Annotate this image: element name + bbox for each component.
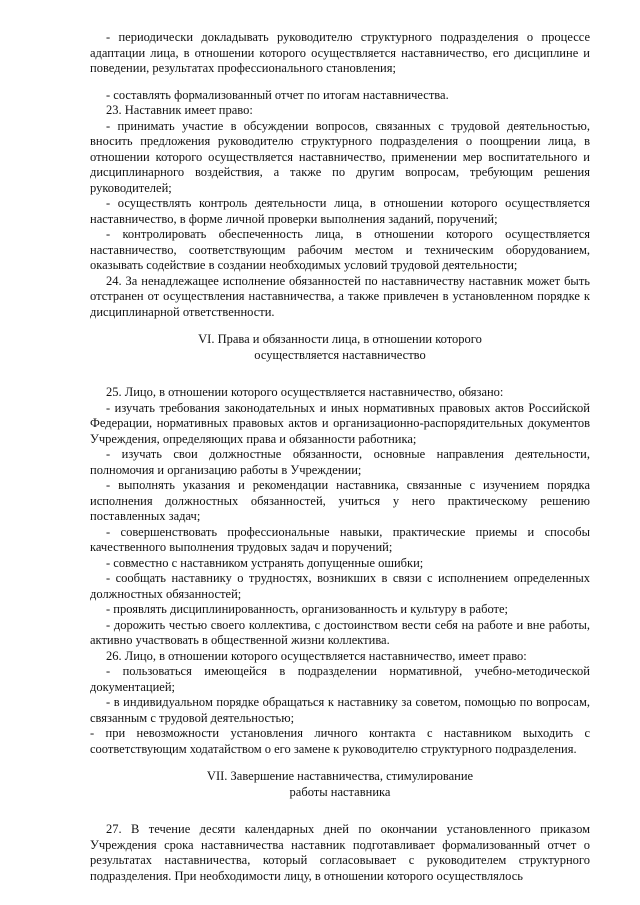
paragraph: 23. Наставник имеет право:	[106, 103, 253, 117]
section-heading-line: VII. Завершение наставничества, стимулирование	[206, 769, 474, 783]
paragraph: 27. В течение десяти календарных дней по окончании установленного приказом Учреждения срока наставничества наставник подготавливает формализованный отчет о результатах наставничества, который согласовывает с руководителем структурного подразделения. При необходимости лицу, в отношении которого осуществлялось	[90, 822, 590, 883]
paragraph: - сообщать наставнику о трудностях, возникших в связи с исполнением определенных должностных обязанностей;	[90, 571, 590, 601]
section-heading	[90, 769, 590, 800]
paragraph: - контролировать обеспеченность лица, в отношении которого осуществляется наставничество, соответствующим рабочим местом и техническим оборудованием, оказывать содействие в создании необходимых условий трудовой деятельности;	[90, 227, 590, 272]
paragraph: - осуществлять контроль деятельности лица, в отношении которого осуществляется наставничество, в форме личной проверки выполнения заданий, поручений;	[90, 196, 590, 226]
document-page	[90, 30, 590, 884]
paragraph: - пользоваться имеющейся в подразделении нормативной, учебно-методической документацией;	[90, 664, 590, 694]
paragraph-gap	[90, 77, 590, 88]
paragraph: - совершенствовать профессиональные навыки, практические приемы и способы качественного выполнения трудовых задач и поручений;	[90, 524, 590, 554]
section-heading	[90, 332, 590, 363]
section-heading-line: работы наставника	[289, 784, 391, 799]
paragraph: - совместно с наставником устранять допущенные ошибки;	[106, 555, 424, 570]
paragraph: 26. Лицо, в отношении которого осуществляется наставничество, имеет право:	[106, 648, 527, 663]
paragraph: - дорожить честью своего коллектива, с достоинством вести себя на работе и вне работы, активно участвовать в общественной жизни коллектива.	[90, 617, 590, 647]
paragraph: - составлять формализованный отчет по итогам наставничества.	[106, 87, 449, 102]
paragraph: - в индивидуальном порядке обращаться к наставнику за советом, помощью по вопросам, связанным с трудовой деятельностью;	[90, 695, 590, 725]
paragraph: 25. Лицо, в отношении которого осуществляется наставничество, обязано:	[106, 385, 504, 399]
paragraph: - изучать требования законодательных и иных нормативных правовых актов Российской Федерации, нормативных правовых актов и организационно-распорядительных документов Учреждения, определяющих права и обязанности работника;	[90, 400, 590, 446]
paragraph: - при невозможности установления личного контакта с наставником выходить с соответствующим ходатайством о его замене к руководителю структурного подразделения.	[90, 726, 590, 756]
paragraph: - принимать участие в обсуждении вопросов, связанных с трудовой деятельностью, вносить предложения руководителю структурного подразделения о поощрении лица, в отношении которого осуществляется наставничество, применении мер воспитательного и дисциплинарного воздействия, а также по другим вопросам, требующим решения руководителей;	[90, 118, 590, 195]
paragraph: - выполнять указания и рекомендации наставника, связанные с изучением порядка исполнения должностных обязанностей, учиться у него практическому решению поставленных задач;	[90, 478, 590, 523]
paragraph: 24. За ненадлежащее исполнение обязанностей по наставничеству наставник может быть отстранен от осуществления наставничества, а также привлечен в установленном порядке к дисциплинарной ответственности.	[90, 273, 590, 319]
paragraph: - проявлять дисциплинированность, организованность и культуру в работе;	[106, 602, 509, 616]
paragraph: - периодически докладывать руководителю структурного подразделения о процессе адаптации лица, в отношении которого осуществляется наставничество, его дисциплине и поведении, результатах профессионального становления;	[90, 30, 590, 75]
paragraph: - изучать свои должностные обязанности, основные направления деятельности, полномочия и организацию работы в Учреждении;	[90, 447, 590, 477]
section-heading-line: VI. Права и обязанности лица, в отношении которого	[198, 332, 482, 346]
section-heading-line: осуществляется наставничество	[254, 347, 426, 362]
